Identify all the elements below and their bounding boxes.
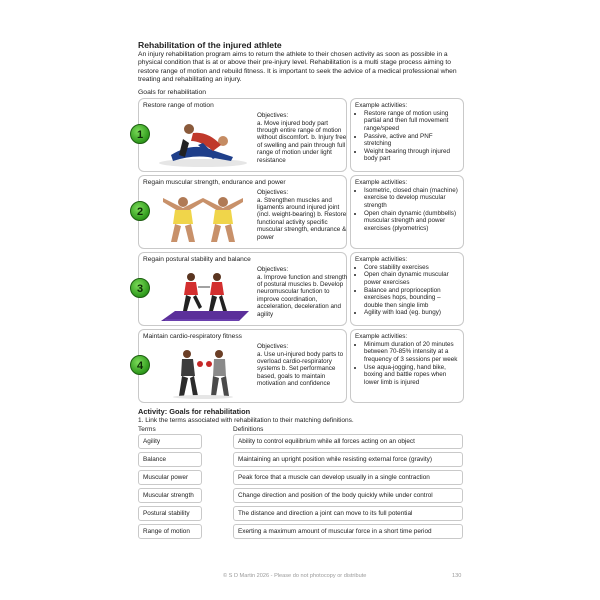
example-item: • Open chain dynamic (dumbbells) muscular strength and power exercises (plyometrics)	[364, 210, 459, 233]
goal-row-4	[138, 329, 464, 403]
goal-box-2	[138, 175, 347, 249]
boxing-training-illustration	[153, 342, 253, 400]
goal-row-3	[138, 252, 464, 326]
matching-column-headers	[138, 426, 464, 433]
term-box[interactable]: Muscular power	[138, 470, 202, 485]
example-item: • Open chain dynamic muscular power exercises	[364, 271, 459, 286]
term-box[interactable]: Postural stability	[138, 506, 202, 521]
matching-row	[138, 470, 464, 485]
term-box[interactable]: Balance	[138, 452, 202, 467]
example-item: • Use aqua-jogging, hand bike, boxing and battle ropes when lower limb is injured	[364, 364, 459, 387]
goal-box-1	[138, 98, 347, 172]
goal-title: Regain muscular strength, endurance and power	[143, 179, 286, 187]
matching-row	[138, 506, 464, 521]
example-item: • Balance and proprioception exercises hops, bounding – double then single limb	[364, 287, 459, 310]
page-title: Rehabilitation of the injured athlete	[138, 40, 282, 50]
examples-box-4: Example activities: • Minimum duration of 20 minutes between 70-85% intensity at a frequency of 3 sessions per week • Use aqua-jogging, hand bike, boxing and battle ropes when lower limb is injured	[350, 329, 464, 403]
goal-box-4	[138, 329, 347, 403]
matching-row	[138, 488, 464, 503]
goal-number-badge: 1	[130, 124, 150, 144]
activity-instruction: 1. Link the terms associated with rehabilitation to their matching definitions.	[138, 417, 354, 425]
goals-heading: Goals for rehabilitation	[138, 89, 207, 97]
matching-row	[138, 434, 464, 449]
terms-header: Terms	[138, 426, 156, 434]
term-box[interactable]: Muscular strength	[138, 488, 202, 503]
definition-box[interactable]: Peak force that a muscle can develop usually in a single contraction	[233, 470, 463, 485]
definitions-header: Definitions	[233, 426, 264, 434]
example-item: • Weight bearing through injured body part	[364, 148, 459, 163]
goal-box-3	[138, 252, 347, 326]
examples-box-2: Example activities: • Isometric, closed chain (machine) exercise to develop muscular strength • Open chain dynamic (dumbbells) muscular strength and power exercises (plyometrics)	[350, 175, 464, 249]
strength-exercise-illustration	[153, 188, 253, 246]
goal-objectives: Objectives: a. Move injured body part through entire range of motion without discomfort. b. Injury free of swelling and pain through full range of motion under light resistance	[257, 112, 347, 164]
definition-box[interactable]: Exerting a maximum amount of muscular force in a short time period	[233, 524, 463, 539]
example-item: • Isometric, closed chain (machine) exercise to develop muscular strength	[364, 187, 459, 210]
goal-number-badge: 3	[130, 278, 150, 298]
goal-title: Maintain cardio-respiratory fitness	[143, 333, 242, 341]
goal-number-badge: 4	[130, 355, 150, 375]
page-number: 130	[452, 573, 462, 579]
example-item: • Restore range of motion using partial and then full movement range/speed	[364, 110, 459, 133]
example-item: • Passive, active and PNF stretching	[364, 133, 459, 148]
balance-training-illustration	[153, 265, 253, 323]
copyright-notice: © S D Martin 2026 - Please do not photocopy or distribute	[223, 573, 367, 579]
definition-box[interactable]: The distance and direction a joint can move to its full potential	[233, 506, 463, 521]
example-item: • Core stability exercises	[364, 264, 459, 272]
examples-box-1: Example activities: • Restore range of motion using partial and then full movement range/speed • Passive, active and PNF stretching • Weight bearing through injured body part	[350, 98, 464, 172]
goal-row-1	[138, 98, 464, 172]
activity-title: Activity: Goals for rehabilitation	[138, 407, 251, 417]
goal-row-2	[138, 175, 464, 249]
goal-number-badge: 2	[130, 201, 150, 221]
goal-objectives: Objectives: a. Use un-injured body parts to overload cardio-respiratory systems b. Set performance based, goals to maintain motivation and confidence	[257, 343, 344, 388]
stretching-partners-illustration	[153, 111, 253, 169]
goal-objectives: Objectives: a. Improve function and strength of postural muscles b. Develop neuromuscular function to improve coordination, acceleration, deceleration and agility	[257, 266, 348, 318]
matching-row	[138, 524, 464, 539]
term-box[interactable]: Range of motion	[138, 524, 202, 539]
term-box[interactable]: Agility	[138, 434, 202, 449]
definition-box[interactable]: Change direction and position of the body quickly while under control	[233, 488, 463, 503]
matching-row	[138, 452, 464, 467]
intro-paragraph: An injury rehabilitation program aims to return the athlete to their chosen activity as soon as possible in a physical condition that is at or above their pre-injury level. Rehabilitation is a multi stage process aiming to restore range of motion and rebuild fitness. It is important to seek the advice of a medical professional when treating and rehabilitating an injury.	[138, 51, 457, 83]
goal-title: Restore range of motion	[143, 102, 214, 110]
example-item: • Minimum duration of 20 minutes between 70-85% intensity at a frequency of 3 sessions per week	[364, 341, 459, 364]
goal-title: Regain postural stability and balance	[143, 256, 251, 264]
goal-objectives: Objectives: a. Strengthen muscles and ligaments around injured joint (incl. weight-bearing) b. Restore functional activity specific muscular strength, endurance & power	[257, 189, 347, 241]
document-page	[138, 40, 464, 542]
examples-box-3: Example activities: • Core stability exercises • Open chain dynamic muscular power exercises • Balance and proprioception exercises hops, bounding – double then single limb • Agility with load (eg. bungy)	[350, 252, 464, 326]
definition-box[interactable]: Ability to control equilibrium while all forces acting on an object	[233, 434, 463, 449]
definition-box[interactable]: Maintaining an upright position while resisting external force (gravity)	[233, 452, 463, 467]
example-item: • Agility with load (eg. bungy)	[364, 309, 459, 317]
